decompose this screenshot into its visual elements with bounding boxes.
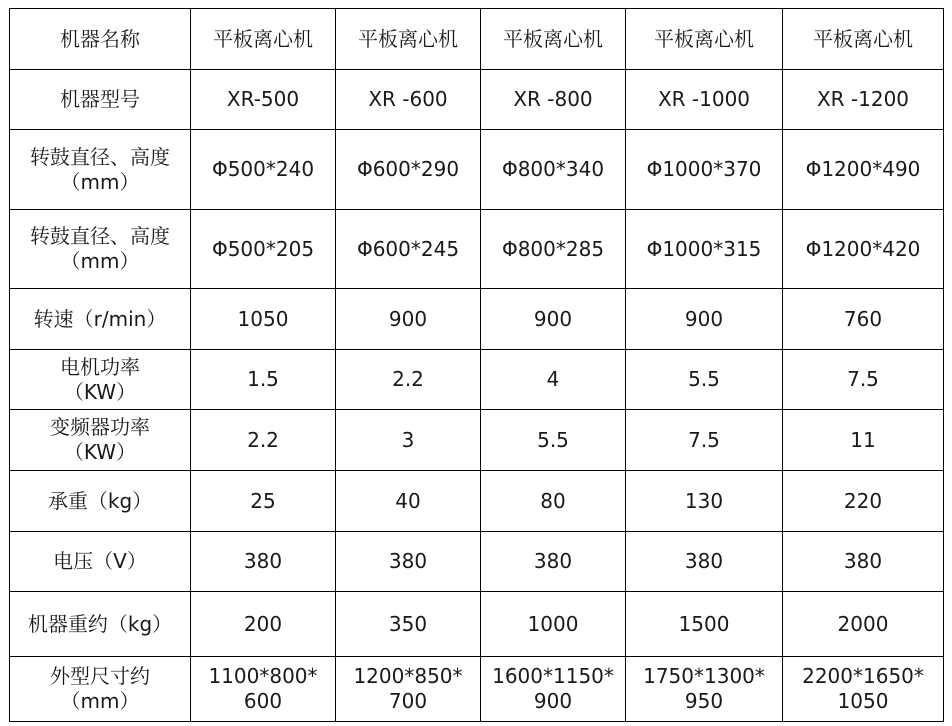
- table-cell: 1050: [191, 289, 336, 350]
- row-label: 转鼓直径、高度 （mm）: [10, 130, 191, 210]
- row-label: 机器名称: [10, 9, 191, 70]
- table-cell: 380: [481, 532, 626, 592]
- table-cell: 平板离心机: [336, 9, 481, 70]
- table-cell: 5.5: [626, 350, 783, 410]
- table-cell: Φ800*340: [481, 130, 626, 210]
- row-label: 承重（kg）: [10, 471, 191, 532]
- table-cell: 1750*1300* 950: [626, 657, 783, 722]
- table-cell: XR -600: [336, 70, 481, 130]
- table-cell: 2000: [783, 592, 944, 657]
- table-cell: 2.2: [191, 410, 336, 471]
- table-cell: XR -800: [481, 70, 626, 130]
- table-cell: 900: [626, 289, 783, 350]
- table-row: [10, 350, 944, 410]
- table-row: [10, 657, 944, 722]
- table-cell: 130: [626, 471, 783, 532]
- table-cell: 25: [191, 471, 336, 532]
- table-row: [10, 9, 944, 70]
- table-cell: 1600*1150* 900: [481, 657, 626, 722]
- table-cell: 1500: [626, 592, 783, 657]
- table-cell: 350: [336, 592, 481, 657]
- table-cell: 380: [336, 532, 481, 592]
- table-cell: 4: [481, 350, 626, 410]
- table-row: [10, 471, 944, 532]
- table-row: [10, 210, 944, 289]
- row-label: 转速（r/min）: [10, 289, 191, 350]
- table-cell: 380: [783, 532, 944, 592]
- table-cell: 900: [481, 289, 626, 350]
- table-cell: Φ1000*315: [626, 210, 783, 289]
- table-cell: 平板离心机: [191, 9, 336, 70]
- row-label: 机器重约（kg）: [10, 592, 191, 657]
- table-cell: Φ500*240: [191, 130, 336, 210]
- table-cell: 5.5: [481, 410, 626, 471]
- table-cell: 1000: [481, 592, 626, 657]
- table-cell: 1200*850* 700: [336, 657, 481, 722]
- table-row: [10, 410, 944, 471]
- table-cell: 380: [191, 532, 336, 592]
- table-cell: 7.5: [783, 350, 944, 410]
- table-cell: 1100*800* 600: [191, 657, 336, 722]
- table-cell: Φ600*290: [336, 130, 481, 210]
- table-cell: 40: [336, 471, 481, 532]
- table-row: [10, 532, 944, 592]
- row-label: 电压（V）: [10, 532, 191, 592]
- row-label: 机器型号: [10, 70, 191, 130]
- table-cell: XR-500: [191, 70, 336, 130]
- table-cell: 平板离心机: [783, 9, 944, 70]
- row-label: 变频器功率 （KW）: [10, 410, 191, 471]
- table-cell: 220: [783, 471, 944, 532]
- table-row: [10, 289, 944, 350]
- row-label: 电机功率 （KW）: [10, 350, 191, 410]
- table-cell: Φ500*205: [191, 210, 336, 289]
- spec-table: [9, 8, 944, 722]
- table-cell: 760: [783, 289, 944, 350]
- table-cell: 380: [626, 532, 783, 592]
- table-cell: 200: [191, 592, 336, 657]
- row-label: 转鼓直径、高度 （mm）: [10, 210, 191, 289]
- table-row: [10, 70, 944, 130]
- table-cell: Φ1000*370: [626, 130, 783, 210]
- table-cell: 3: [336, 410, 481, 471]
- table-cell: 900: [336, 289, 481, 350]
- row-label: 外型尺寸约 （mm）: [10, 657, 191, 722]
- table-row: [10, 130, 944, 210]
- table-cell: Φ1200*490: [783, 130, 944, 210]
- table-row: [10, 592, 944, 657]
- table-cell: Φ600*245: [336, 210, 481, 289]
- table-cell: XR -1000: [626, 70, 783, 130]
- table-cell: 1.5: [191, 350, 336, 410]
- table-cell: 11: [783, 410, 944, 471]
- table-cell: 2200*1650* 1050: [783, 657, 944, 722]
- table-cell: 平板离心机: [626, 9, 783, 70]
- table-cell: 80: [481, 471, 626, 532]
- table-cell: XR -1200: [783, 70, 944, 130]
- table-cell: Φ1200*420: [783, 210, 944, 289]
- table-cell: 平板离心机: [481, 9, 626, 70]
- table-cell: 2.2: [336, 350, 481, 410]
- table-cell: Φ800*285: [481, 210, 626, 289]
- table-cell: 7.5: [626, 410, 783, 471]
